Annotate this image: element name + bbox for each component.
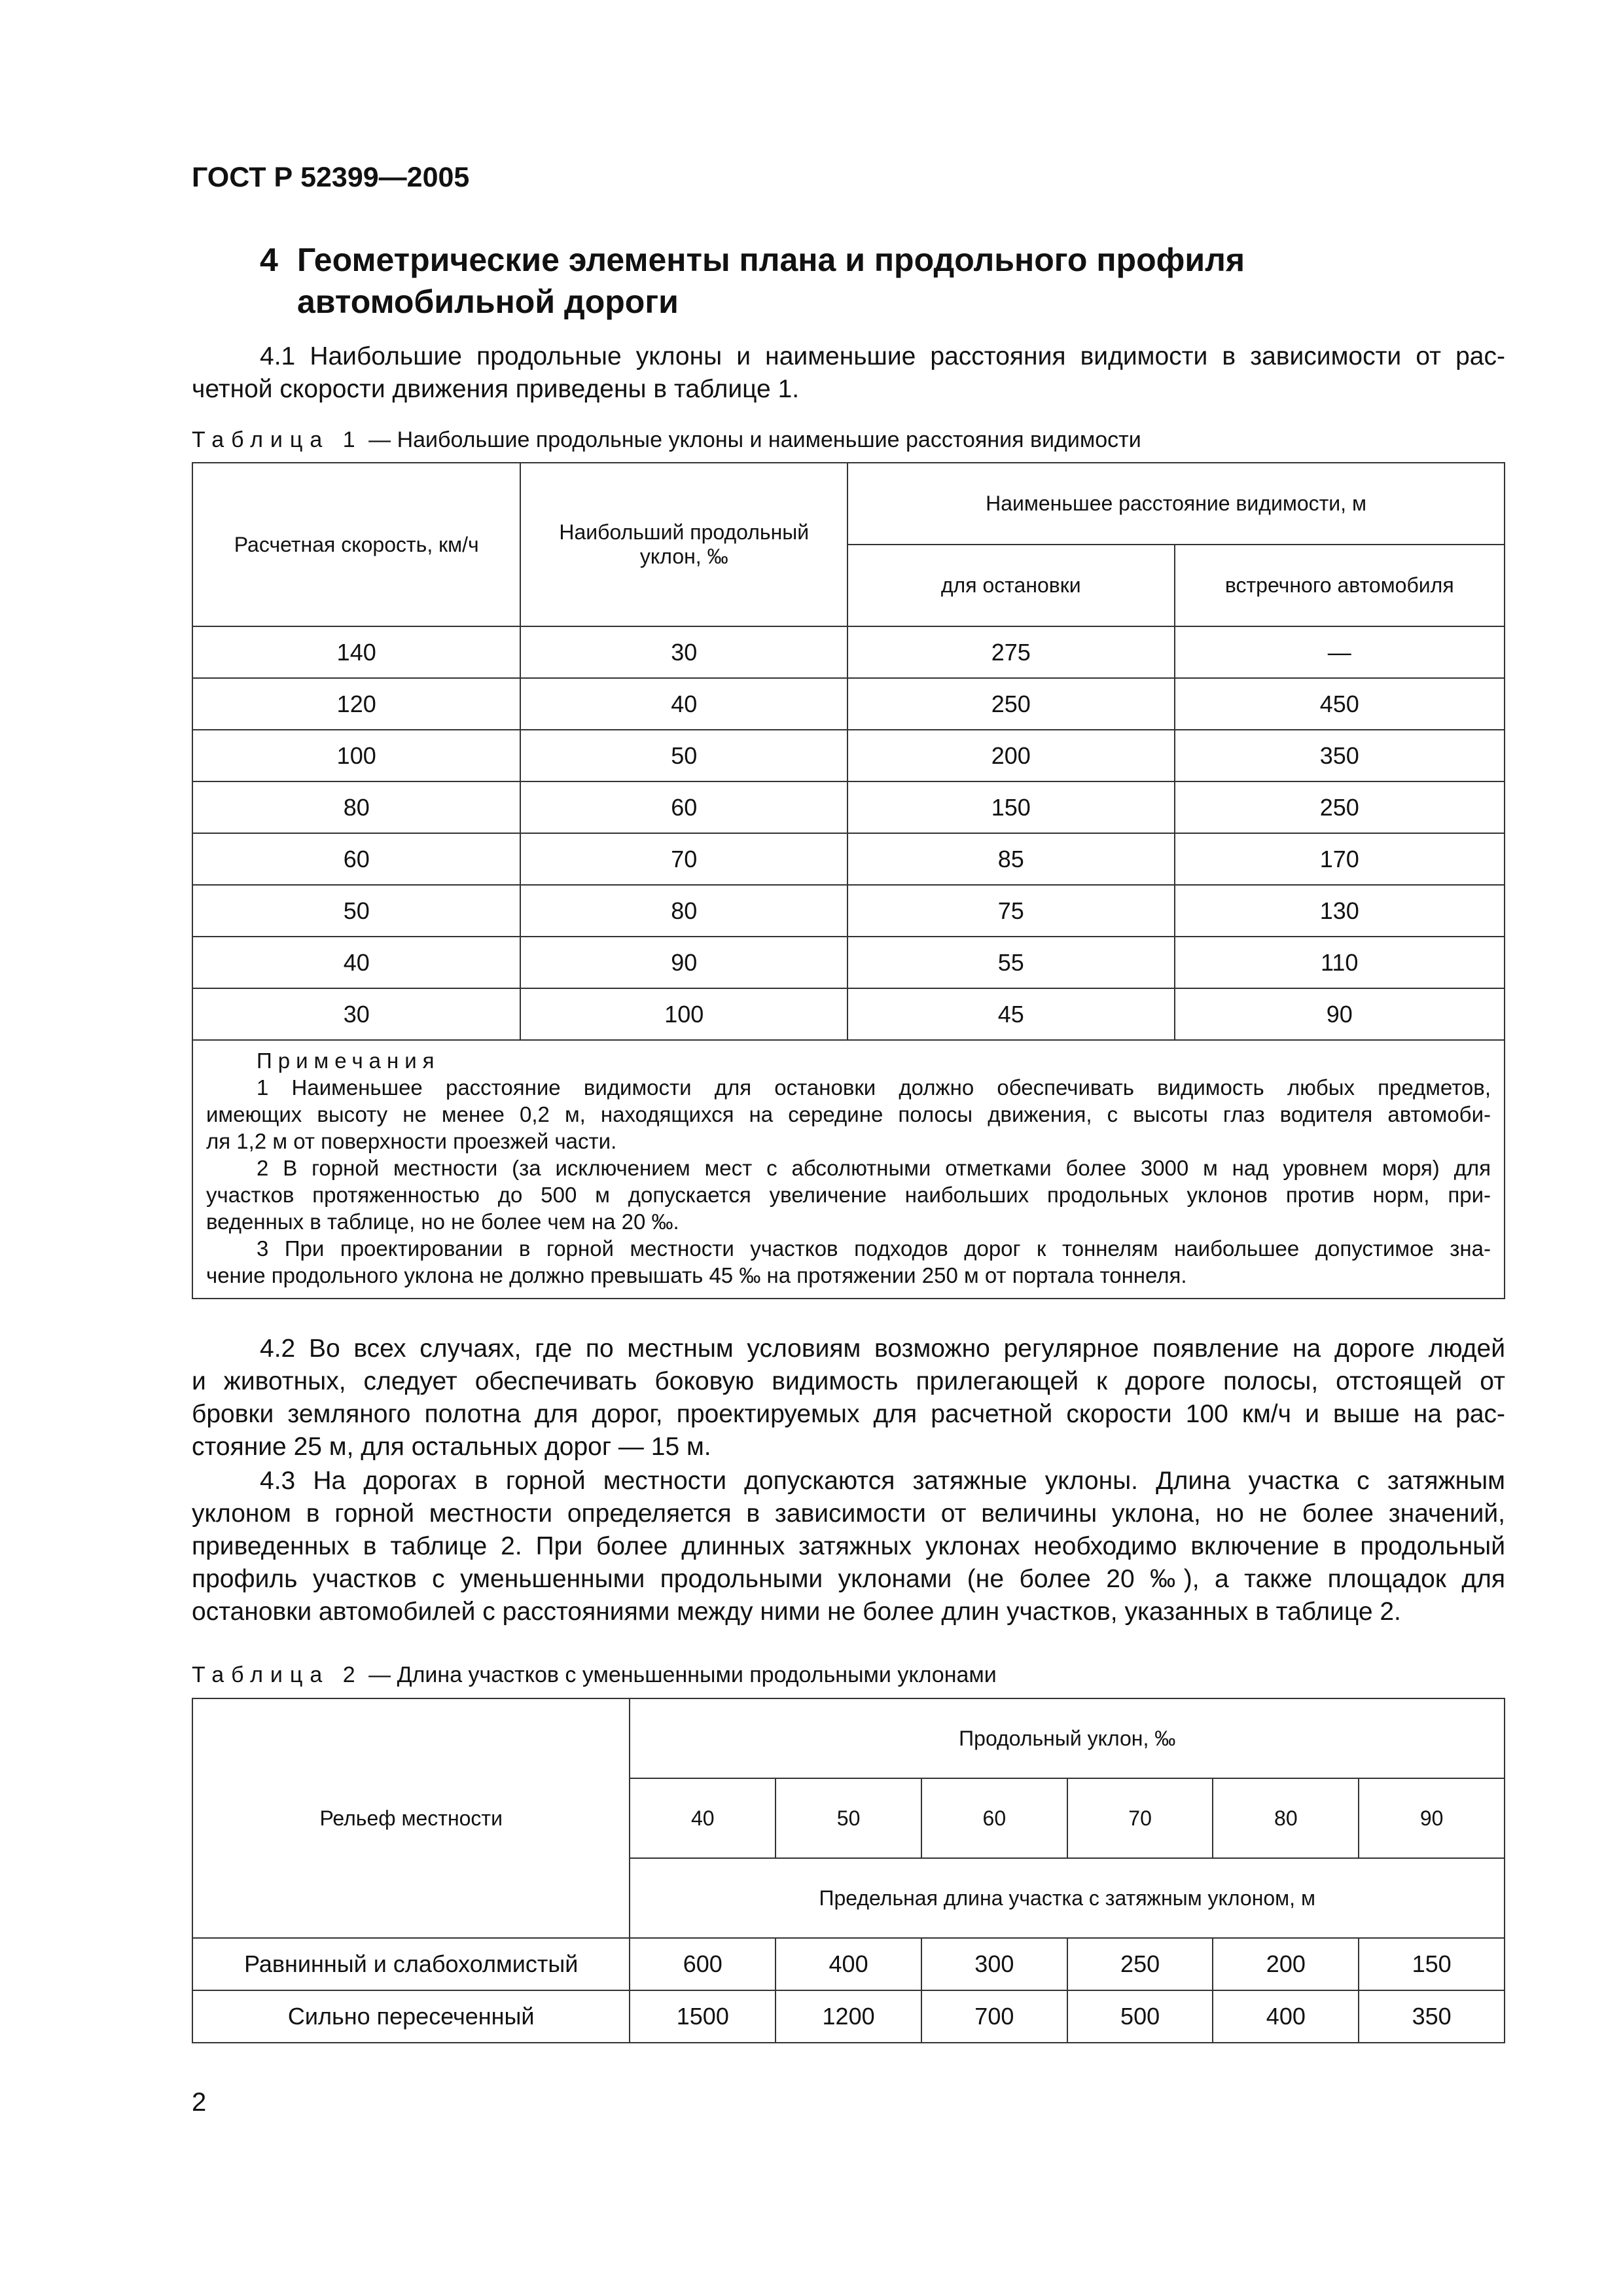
table1-caption-label: Таблица 1 — [192, 427, 363, 452]
table-cell: 50 — [192, 885, 520, 937]
table1-header-stop: для остановки — [847, 545, 1174, 626]
table-cell: 300 — [921, 1938, 1067, 1990]
section-title — [297, 239, 1245, 323]
table-cell: 1200 — [776, 1990, 921, 2043]
table-cell: 150 — [1359, 1938, 1505, 1990]
table-cell: 40 — [520, 678, 847, 730]
table-row — [192, 937, 1505, 988]
table-cell: 700 — [921, 1990, 1067, 2043]
table2-caption-text: — Длина участков с уменьшенными продольными уклонами — [362, 1662, 997, 1687]
table-cell: 60 — [192, 833, 520, 885]
table2-caption-label: Таблица 2 — [192, 1662, 363, 1687]
note-line: имеющих высоту не менее 0,2 м, находящихся на середине полосы движения, с высоты глаз водителя автомоби- — [206, 1102, 1491, 1126]
table-cell: 90 — [520, 937, 847, 988]
section-title-line1: Геометрические элементы плана и продольного профиля — [297, 242, 1245, 278]
paragraph-line: 4.2 Во всех случаях, где по местным условиям возможно регулярное появление на дороге людей — [260, 1335, 1505, 1363]
table1-header-speed: Расчетная скорость, км/ч — [192, 463, 520, 626]
table2-slope-value: 90 — [1359, 1778, 1505, 1858]
table-cell: 400 — [776, 1938, 921, 1990]
note-line: ля 1,2 м от поверхности проезжей части. — [206, 1129, 617, 1153]
table2-slope-value: 50 — [776, 1778, 921, 1858]
note-line: 1 Наименьшее расстояние видимости для остановки должно обеспечивать видимость любых предметов, — [257, 1075, 1491, 1100]
paragraph-4-1 — [192, 340, 1505, 406]
table1-header-oncoming: встречного автомобиля — [1175, 545, 1505, 626]
table-cell: 70 — [520, 833, 847, 885]
note-line: веденных в таблице, но не более чем на 20 ‰. — [206, 1210, 679, 1234]
table-cell: 150 — [847, 781, 1174, 833]
table-cell: 60 — [520, 781, 847, 833]
table-cell: 200 — [847, 730, 1174, 781]
table2-slope-value: 40 — [630, 1778, 776, 1858]
notes-title: Примечания — [257, 1049, 440, 1073]
table-row — [192, 1990, 1505, 2043]
table-cell: 50 — [520, 730, 847, 781]
table-row — [192, 626, 1505, 678]
table-cell: 250 — [1175, 781, 1505, 833]
section-number: 4 — [260, 242, 278, 278]
table-row — [192, 988, 1505, 1040]
paragraph-line: 4.3 На дорогах в горной местности допускаются затяжные уклоны. Длина участка с затяжным — [260, 1467, 1505, 1495]
paragraph-4-3 — [192, 1465, 1505, 1628]
table-cell: 1500 — [630, 1990, 776, 2043]
table-cell: 400 — [1213, 1990, 1359, 2043]
table-cell: 85 — [847, 833, 1174, 885]
table-row — [192, 781, 1505, 833]
table-cell: 120 — [192, 678, 520, 730]
paragraph-line: бровки земляного полотна для дорог, проектируемых для расчетной скорости 100 км/ч и выше на рас- — [192, 1400, 1505, 1428]
table2-header-length: Предельная длина участка с затяжным уклоном, м — [630, 1858, 1505, 1938]
page-number: 2 — [192, 2088, 207, 2117]
table-cell: 55 — [847, 937, 1174, 988]
note-line: участков протяженностью до 500 м допускается увеличение наибольших продольных уклонов против норм, при- — [206, 1183, 1491, 1207]
table-cell: 350 — [1359, 1990, 1505, 2043]
table-cell-terrain: Сильно пересеченный — [192, 1990, 630, 2043]
table2-slope-value: 80 — [1213, 1778, 1359, 1858]
table-cell: 350 — [1175, 730, 1505, 781]
paragraph-line: 4.1 Наибольшие продольные уклоны и наименьшие расстояния видимости в зависимости от рас- — [260, 342, 1505, 370]
table1-caption-text: — Наибольшие продольные уклоны и наименьшие расстояния видимости — [362, 427, 1141, 452]
table-cell-terrain: Равнинный и слабохолмистый — [192, 1938, 630, 1990]
table2-slope-value: 60 — [921, 1778, 1067, 1858]
table-cell: 450 — [1175, 678, 1505, 730]
note-line: 2 В горной местности (за исключением мест с абсолютными отметками более 3000 м над уровнем моря) для — [257, 1156, 1491, 1180]
table-cell: 500 — [1067, 1990, 1213, 2043]
paragraph-line: и животных, следует обеспечивать боковую видимость прилегающей к дороге полосы, отстоящей от — [192, 1367, 1505, 1395]
table2-slope-value: 70 — [1067, 1778, 1213, 1858]
paragraph-line: остановки автомобилей с расстояниями между ними не более длин участков, указанных в таблице 2. — [192, 1598, 1401, 1626]
table-cell: 40 — [192, 937, 520, 988]
table-cell: 110 — [1175, 937, 1505, 988]
table-cell: 250 — [847, 678, 1174, 730]
table-cell: 130 — [1175, 885, 1505, 937]
table1-caption — [192, 427, 1141, 453]
paragraph-line: уклоном в горной местности определяется в зависимости от величины уклона, но не более значений, — [192, 1499, 1505, 1528]
table1-header-visibility: Наименьшее расстояние видимости, м — [847, 463, 1505, 545]
table-cell: 100 — [520, 988, 847, 1040]
document-code: ГОСТ Р 52399—2005 — [192, 162, 470, 193]
table-cell: 45 — [847, 988, 1174, 1040]
note-line: чение продольного уклона не должно превышать 45 ‰ на протяжении 250 м от портала тоннеля. — [206, 1263, 1187, 1287]
table2 — [192, 1698, 1505, 2043]
table1 — [192, 462, 1505, 1299]
paragraph-4-2 — [192, 1333, 1505, 1463]
table-cell: 90 — [1175, 988, 1505, 1040]
paragraph-line: профиль участков с уменьшенными продольными уклонами (не более 20 ‰), а также площадок для — [192, 1565, 1505, 1593]
table2-header-terrain: Рельеф местности — [192, 1698, 630, 1938]
table-cell: 75 — [847, 885, 1174, 937]
table-cell: 200 — [1213, 1938, 1359, 1990]
paragraph-line: стояние 25 м, для остальных дорог — 15 м. — [192, 1433, 711, 1461]
table-cell: 80 — [192, 781, 520, 833]
table1-notes — [192, 1040, 1505, 1299]
table-row — [192, 730, 1505, 781]
table-cell: 250 — [1067, 1938, 1213, 1990]
table-cell: 30 — [520, 626, 847, 678]
table-row — [192, 885, 1505, 937]
table1-header-slope: Наибольший продольный уклон, ‰ — [520, 463, 847, 626]
table-row — [192, 1938, 1505, 1990]
section-title-line2: автомобильной дороги — [297, 283, 679, 320]
table2-header-slope: Продольный уклон, ‰ — [630, 1698, 1505, 1778]
paragraph-line: приведенных в таблице 2. При более длинных затяжных уклонах необходимо включение в продольный — [192, 1532, 1505, 1560]
table-cell: — — [1175, 626, 1505, 678]
note-line: 3 При проектировании в горной местности участков подходов дорог к тоннелям наибольшее допустимое зна- — [257, 1236, 1491, 1261]
table-cell: 80 — [520, 885, 847, 937]
table-row — [192, 833, 1505, 885]
table2-caption — [192, 1662, 997, 1688]
table-cell: 30 — [192, 988, 520, 1040]
table-cell: 600 — [630, 1938, 776, 1990]
paragraph-line: четной скорости движения приведены в таблице 1. — [192, 375, 800, 403]
table-cell: 170 — [1175, 833, 1505, 885]
table-cell: 100 — [192, 730, 520, 781]
table-cell: 275 — [847, 626, 1174, 678]
table-row — [192, 678, 1505, 730]
table-cell: 140 — [192, 626, 520, 678]
